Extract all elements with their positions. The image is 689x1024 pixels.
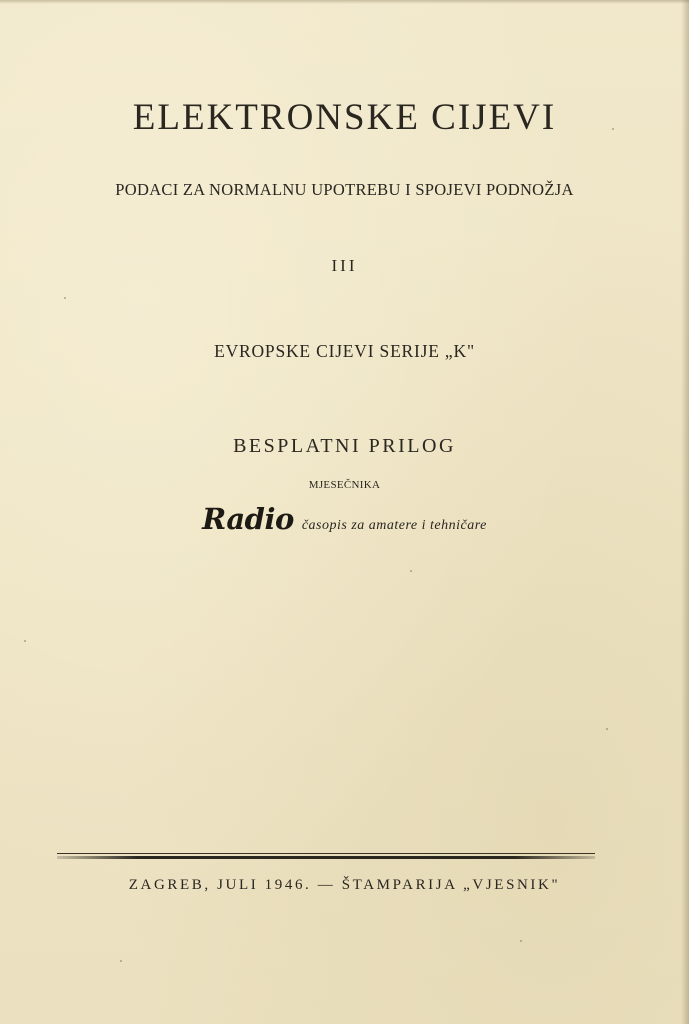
paper-speck <box>24 640 26 642</box>
paper-speck <box>606 728 608 730</box>
magazine-masthead <box>0 502 689 536</box>
paper-speck <box>410 570 412 572</box>
monthly-label: MJESEČNIKA <box>308 479 381 491</box>
volume-number: III <box>331 256 358 275</box>
divider-rule-thick <box>57 856 595 859</box>
supplement-label: BESPLATNI PRILOG <box>233 435 456 457</box>
paper-edge-top <box>0 0 689 4</box>
document-title: ELEKTRONSKE CIJEVI <box>132 97 557 138</box>
series-heading: EVROPSKE CIJEVI SERIJE „K" <box>214 341 475 361</box>
divider-rule-thin <box>57 853 595 854</box>
document-subtitle: PODACI ZA NORMALNU UPOTREBU I SPOJEVI PODNOŽJA <box>115 180 574 199</box>
paper-speck <box>520 940 522 942</box>
paper-speck <box>64 297 66 299</box>
magazine-logo: Radio <box>202 502 294 536</box>
imprint-line: ZAGREB, JULI 1946. — ŠTAMPARIJA „VJESNIK" <box>128 877 561 893</box>
paper-speck <box>120 960 122 962</box>
magazine-tagline: časopis za amatere i tehničare <box>301 518 487 533</box>
